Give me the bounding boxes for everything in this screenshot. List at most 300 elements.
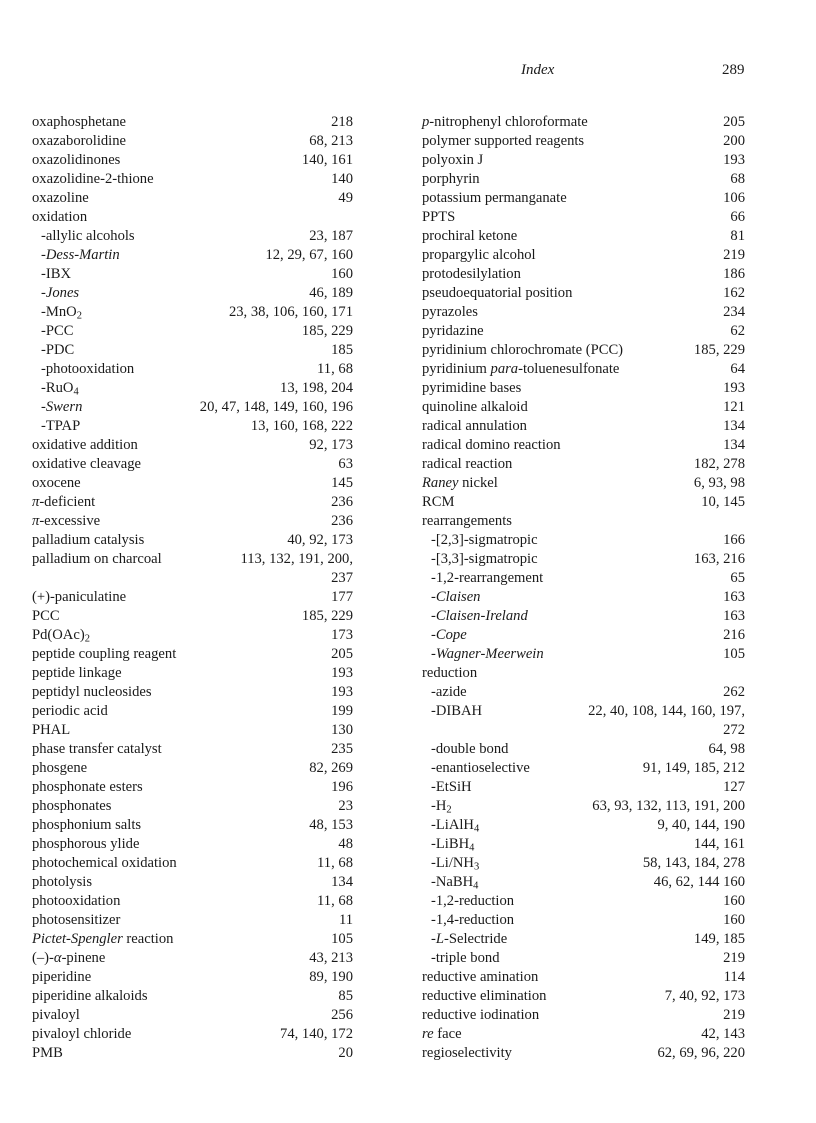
term-segment: - bbox=[431, 646, 436, 662]
index-page-refs: 74, 140, 172 bbox=[280, 1026, 353, 1042]
index-subentry bbox=[422, 854, 745, 873]
index-page-refs: 12, 29, 67, 160 bbox=[265, 247, 353, 263]
index-term bbox=[431, 949, 500, 968]
term-segment: oxaphosphetane bbox=[32, 114, 127, 130]
term-segment: -double bond bbox=[431, 741, 509, 757]
term-segment: -PCC bbox=[41, 323, 74, 339]
index-entry bbox=[32, 474, 353, 493]
index-page-refs: 219 bbox=[723, 247, 745, 263]
term-segment: -[2,3]-sigmatropic bbox=[431, 532, 538, 548]
term-segment: 2 bbox=[84, 633, 90, 645]
term-segment: pyridinium chlorochromate (PCC) bbox=[422, 342, 624, 358]
index-entry bbox=[32, 740, 353, 759]
index-page-refs: 200 bbox=[723, 133, 745, 149]
index-term bbox=[32, 474, 81, 493]
index-term bbox=[422, 1044, 512, 1063]
term-segment: 2 bbox=[446, 804, 452, 816]
index-subentry bbox=[422, 740, 745, 759]
index-page-refs: 46, 189 bbox=[309, 285, 353, 301]
index-subentry bbox=[32, 303, 353, 322]
index-term bbox=[422, 455, 512, 474]
index-term bbox=[422, 227, 517, 246]
index-term bbox=[32, 113, 126, 132]
term-segment: -triple bond bbox=[431, 950, 500, 966]
index-term bbox=[422, 1025, 462, 1044]
page-number: 289 bbox=[722, 62, 745, 78]
index-subentry bbox=[32, 379, 353, 398]
index-term bbox=[32, 493, 95, 512]
term-segment: α bbox=[53, 950, 62, 966]
term-segment: para bbox=[490, 361, 519, 377]
index-entry bbox=[32, 531, 353, 550]
term-segment: PPTS bbox=[422, 209, 456, 225]
index-entry bbox=[422, 322, 745, 341]
index-page-refs: 193 bbox=[331, 684, 353, 700]
index-entry bbox=[422, 1025, 745, 1044]
index-page-refs: 162 bbox=[723, 285, 745, 301]
index-page-refs: 193 bbox=[723, 380, 745, 396]
index-term bbox=[431, 759, 530, 778]
index-term bbox=[41, 341, 74, 360]
term-segment: oxidative addition bbox=[32, 437, 138, 453]
term-segment: reaction bbox=[122, 931, 174, 947]
term-segment: oxidative cleavage bbox=[32, 456, 141, 472]
index-entry bbox=[422, 360, 745, 379]
index-term bbox=[431, 569, 543, 588]
term-segment: re bbox=[422, 1026, 434, 1042]
term-segment: -1,4-reduction bbox=[431, 912, 515, 928]
index-page-refs: 193 bbox=[723, 152, 745, 168]
term-segment: oxazaborolidine bbox=[32, 133, 127, 149]
index-entry bbox=[32, 835, 353, 854]
index-page-refs: 149, 185 bbox=[693, 931, 745, 947]
term-segment: -toluenesulfonate bbox=[518, 361, 620, 377]
index-entry bbox=[32, 721, 353, 740]
index-page-refs: 85 bbox=[338, 988, 353, 1004]
index-term bbox=[431, 740, 508, 759]
term-segment: pyridinium bbox=[422, 361, 491, 377]
term-segment: peptide coupling reagent bbox=[32, 646, 177, 662]
term-segment: π bbox=[32, 494, 40, 510]
term-segment: reductive elimination bbox=[422, 988, 547, 1004]
term-segment: nickel bbox=[458, 475, 498, 491]
index-page-refs: 166 bbox=[723, 532, 745, 548]
index-page-refs: 186 bbox=[723, 266, 745, 282]
index-term bbox=[422, 322, 484, 341]
index-page-refs: 127 bbox=[723, 779, 745, 795]
index-term bbox=[422, 341, 623, 360]
index-page-refs: 196 bbox=[331, 779, 353, 795]
term-segment: photosensitizer bbox=[32, 912, 121, 928]
term-segment: -enantioselective bbox=[431, 760, 530, 776]
index-entry bbox=[422, 455, 745, 474]
term-segment: piperidine alkaloids bbox=[32, 988, 148, 1004]
index-term bbox=[32, 987, 148, 1006]
term-segment: radical annulation bbox=[422, 418, 527, 434]
index-subentry bbox=[422, 816, 745, 835]
index-subentry bbox=[422, 892, 745, 911]
term-segment: oxidation bbox=[32, 209, 88, 225]
index-entry bbox=[32, 189, 353, 208]
term-segment: pyridazine bbox=[422, 323, 484, 339]
index-entry bbox=[32, 778, 353, 797]
term-segment: 4 bbox=[473, 880, 479, 892]
index-term bbox=[431, 930, 507, 949]
index-page-refs: 160 bbox=[723, 912, 745, 928]
index-subentry bbox=[422, 588, 745, 607]
term-segment: -[3,3]-sigmatropic bbox=[431, 551, 538, 567]
index-term bbox=[32, 835, 139, 854]
index-subentry bbox=[422, 626, 745, 645]
term-segment: - bbox=[431, 608, 436, 624]
term-segment: -DIBAH bbox=[431, 703, 483, 719]
index-page-refs: 256 bbox=[331, 1007, 353, 1023]
index-subentry bbox=[422, 797, 745, 816]
index-entry bbox=[32, 683, 353, 702]
index-term bbox=[32, 170, 154, 189]
running-header-title: Index bbox=[521, 62, 555, 78]
term-segment: -azide bbox=[431, 684, 467, 700]
term-segment: peptide linkage bbox=[32, 665, 122, 681]
index-page-refs: 234 bbox=[723, 304, 745, 320]
term-segment: pyrazoles bbox=[422, 304, 478, 320]
term-segment: Pd(OAc) bbox=[32, 627, 85, 643]
index-page-refs: 236 bbox=[331, 494, 353, 510]
index-page-refs: 62, 69, 96, 220 bbox=[657, 1045, 745, 1061]
index-page-refs: 219 bbox=[723, 950, 745, 966]
term-segment: reductive amination bbox=[422, 969, 539, 985]
index-subentry bbox=[32, 284, 353, 303]
index-page-refs: 23, 187 bbox=[309, 228, 353, 244]
index-term bbox=[431, 645, 544, 664]
index-page-refs: 185, 229 bbox=[301, 323, 353, 339]
term-segment: -1,2-rearrangement bbox=[431, 570, 544, 586]
index-page-refs: 130 bbox=[331, 722, 353, 738]
term-segment: prochiral ketone bbox=[422, 228, 518, 244]
index-subentry bbox=[422, 550, 745, 569]
index-entry bbox=[32, 588, 353, 607]
term-segment: photolysis bbox=[32, 874, 93, 890]
index-entry bbox=[32, 949, 353, 968]
term-segment: -photooxidation bbox=[41, 361, 135, 377]
index-page-refs: 216 bbox=[723, 627, 745, 643]
term-segment: - bbox=[431, 931, 436, 947]
term-segment: phosphonates bbox=[32, 798, 112, 814]
index-page-refs: 134 bbox=[723, 418, 745, 434]
index-term bbox=[431, 816, 479, 835]
index-entry bbox=[422, 132, 745, 151]
index-subentry bbox=[32, 322, 353, 341]
index-term bbox=[32, 455, 141, 474]
index-entry bbox=[32, 930, 353, 949]
index-term bbox=[431, 873, 478, 892]
index-term bbox=[32, 626, 90, 645]
index-page-refs: 11, 68 bbox=[317, 361, 353, 377]
index-page-refs: 9, 40, 144, 190 bbox=[657, 817, 745, 833]
index-term bbox=[422, 512, 512, 531]
index-term bbox=[431, 702, 482, 721]
index-page-refs: 145 bbox=[331, 475, 353, 491]
index-entry bbox=[422, 664, 745, 683]
term-segment: (–)- bbox=[32, 950, 54, 966]
term-segment: PCC bbox=[32, 608, 60, 624]
index-term bbox=[431, 683, 467, 702]
term-segment: -NaBH bbox=[431, 874, 474, 890]
term-segment: piperidine bbox=[32, 969, 92, 985]
index-page-refs: 106 bbox=[723, 190, 745, 206]
index-page-refs: 91, 149, 185, 212 bbox=[642, 760, 745, 776]
index-page-refs: 140 bbox=[331, 171, 353, 187]
term-segment: quinoline alkaloid bbox=[422, 399, 528, 415]
index-term bbox=[32, 949, 105, 968]
term-segment: L bbox=[435, 931, 444, 947]
index-entry bbox=[32, 702, 353, 721]
index-term bbox=[431, 531, 538, 550]
term-segment: PMB bbox=[32, 1045, 63, 1061]
index-term bbox=[41, 284, 79, 303]
term-segment: -LiBH bbox=[431, 836, 470, 852]
index-entry bbox=[32, 854, 353, 873]
index-page-refs: 6, 93, 98 bbox=[693, 475, 745, 491]
index-term bbox=[422, 968, 538, 987]
term-segment: (+)-paniculatine bbox=[32, 589, 127, 605]
index-term bbox=[32, 968, 91, 987]
index-entry bbox=[422, 1006, 745, 1025]
index-term bbox=[32, 189, 89, 208]
index-entry bbox=[32, 664, 353, 683]
term-segment: phosphonium salts bbox=[32, 817, 142, 833]
index-term bbox=[422, 417, 527, 436]
index-entry bbox=[32, 455, 353, 474]
index-entry bbox=[32, 569, 353, 588]
term-segment: Claisen-Ireland bbox=[435, 608, 528, 624]
index-subentry bbox=[422, 949, 745, 968]
index-page-refs: 40, 92, 173 bbox=[287, 532, 353, 548]
term-segment: rearrangements bbox=[422, 513, 512, 529]
index-page-refs: 205 bbox=[331, 646, 353, 662]
index-column-left bbox=[32, 113, 353, 1063]
index-entry bbox=[422, 379, 745, 398]
index-page-refs: 185, 229 bbox=[693, 342, 745, 358]
term-segment: - bbox=[431, 627, 436, 643]
index-term bbox=[422, 113, 588, 132]
index-page-refs: 23, 38, 106, 160, 171 bbox=[228, 304, 353, 320]
index-term bbox=[41, 303, 82, 322]
index-page-refs: 205 bbox=[723, 114, 745, 130]
index-entry bbox=[422, 284, 745, 303]
index-term bbox=[41, 322, 73, 341]
term-segment: polyoxin J bbox=[422, 152, 484, 168]
index-entry bbox=[32, 607, 353, 626]
term-segment: p bbox=[422, 114, 430, 130]
index-term bbox=[32, 778, 143, 797]
term-segment: π bbox=[32, 513, 40, 529]
index-term bbox=[431, 550, 538, 569]
index-term bbox=[32, 1006, 80, 1025]
index-term bbox=[41, 227, 135, 246]
index-subentry bbox=[422, 911, 745, 930]
index-page-refs: 65 bbox=[730, 570, 745, 586]
index-term bbox=[32, 664, 122, 683]
index-page-refs: 81 bbox=[730, 228, 745, 244]
index-term bbox=[32, 645, 176, 664]
index-entry bbox=[32, 816, 353, 835]
index-page-refs: 193 bbox=[331, 665, 353, 681]
term-segment: RCM bbox=[422, 494, 455, 510]
index-page-refs: 219 bbox=[723, 1007, 745, 1023]
index-page-refs: 13, 198, 204 bbox=[280, 380, 353, 396]
index-page-refs: 23 bbox=[338, 798, 353, 814]
term-segment: phosphonate esters bbox=[32, 779, 143, 795]
index-page-refs: 82, 269 bbox=[309, 760, 353, 776]
index-page-refs: 140, 161 bbox=[301, 152, 353, 168]
index-term bbox=[422, 246, 536, 265]
term-segment: - bbox=[41, 399, 46, 415]
term-segment: -allylic alcohols bbox=[41, 228, 135, 244]
term-segment: Cope bbox=[435, 627, 467, 643]
index-page-refs: 134 bbox=[331, 874, 353, 890]
index-term bbox=[422, 1006, 539, 1025]
index-term bbox=[431, 626, 467, 645]
index-page-refs: 185 bbox=[331, 342, 353, 358]
index-term bbox=[41, 360, 134, 379]
index-term bbox=[32, 892, 120, 911]
index-page-refs: 64, 98 bbox=[708, 741, 745, 757]
index-page-refs: 121 bbox=[723, 399, 745, 415]
index-entry bbox=[422, 436, 745, 455]
index-page-refs: 43, 213 bbox=[309, 950, 353, 966]
term-segment: -deficient bbox=[39, 494, 96, 510]
index-entry bbox=[32, 1025, 353, 1044]
index-term bbox=[431, 835, 474, 854]
index-page-refs: 92, 173 bbox=[309, 437, 353, 453]
index-term bbox=[422, 664, 477, 683]
index-term bbox=[422, 284, 572, 303]
term-segment: -excessive bbox=[39, 513, 101, 529]
index-entry bbox=[422, 1044, 745, 1063]
index-term bbox=[41, 246, 120, 265]
index-subentry bbox=[32, 360, 353, 379]
term-segment: - bbox=[431, 589, 436, 605]
index-entry bbox=[32, 987, 353, 1006]
index-page-refs: 160 bbox=[331, 266, 353, 282]
index-page-refs: 42, 143 bbox=[701, 1026, 745, 1042]
index-subentry bbox=[422, 873, 745, 892]
term-segment: protodesilylation bbox=[422, 266, 521, 282]
index-page-refs: 218 bbox=[331, 114, 353, 130]
term-segment: radical reaction bbox=[422, 456, 513, 472]
index-term bbox=[32, 702, 108, 721]
term-segment: PHAL bbox=[32, 722, 71, 738]
term-segment: porphyrin bbox=[422, 171, 480, 187]
index-term bbox=[422, 493, 454, 512]
term-segment: 3 bbox=[473, 861, 480, 873]
index-term bbox=[41, 265, 71, 284]
term-segment: -PDC bbox=[41, 342, 75, 358]
term-segment: -Selectride bbox=[444, 931, 508, 947]
term-segment: photooxidation bbox=[32, 893, 121, 909]
term-segment: pivaloyl bbox=[32, 1007, 80, 1023]
index-page-refs: 199 bbox=[331, 703, 353, 719]
index-entry bbox=[32, 911, 353, 930]
term-segment: -TPAP bbox=[41, 418, 81, 434]
term-segment: Raney bbox=[422, 475, 459, 491]
index-subentry bbox=[32, 246, 353, 265]
index-subentry bbox=[32, 265, 353, 284]
index-page-refs: 49 bbox=[338, 190, 353, 206]
term-segment: -MnO bbox=[41, 304, 77, 320]
index-page-refs: 64 bbox=[730, 361, 745, 377]
term-segment: -EtSiH bbox=[431, 779, 472, 795]
index-page-refs: 11, 68 bbox=[317, 855, 353, 871]
index-entry bbox=[422, 189, 745, 208]
index-entry bbox=[422, 474, 745, 493]
index-subentry bbox=[422, 721, 745, 740]
term-segment: phosgene bbox=[32, 760, 88, 776]
index-term bbox=[32, 930, 173, 949]
index-page-refs: 58, 143, 184, 278 bbox=[642, 855, 745, 871]
index-page-refs: 20 bbox=[338, 1045, 353, 1061]
index-page-refs: 48, 153 bbox=[309, 817, 353, 833]
index-entry bbox=[32, 759, 353, 778]
index-page-refs: 22, 40, 108, 144, 160, 197, bbox=[588, 703, 745, 719]
index-term bbox=[422, 303, 478, 322]
index-term bbox=[32, 740, 162, 759]
index-page-refs: 173 bbox=[331, 627, 353, 643]
index-subentry bbox=[422, 930, 745, 949]
index-entry bbox=[422, 227, 745, 246]
index-entry bbox=[422, 493, 745, 512]
term-segment: Wagner-Meerwein bbox=[435, 646, 544, 662]
index-page-refs: 182, 278 bbox=[693, 456, 745, 472]
index-subentry bbox=[32, 417, 353, 436]
index-page-refs: 63, 93, 132, 113, 191, 200 bbox=[592, 798, 745, 814]
index-subentry bbox=[422, 835, 745, 854]
index-subentry bbox=[422, 569, 745, 588]
index-entry bbox=[32, 1006, 353, 1025]
index-page-refs: 113, 132, 191, 200, bbox=[240, 551, 353, 567]
index-page-refs: 68 bbox=[730, 171, 745, 187]
term-segment: oxazolidine-2-thione bbox=[32, 171, 154, 187]
index-page-refs: 134 bbox=[723, 437, 745, 453]
index-page-refs: 185, 229 bbox=[301, 608, 353, 624]
index-page-refs: 105 bbox=[331, 931, 353, 947]
term-segment: regioselectivity bbox=[422, 1045, 512, 1061]
term-segment: oxazoline bbox=[32, 190, 89, 206]
index-entry bbox=[422, 341, 745, 360]
term-segment: reduction bbox=[422, 665, 478, 681]
index-page-refs: 20, 47, 148, 149, 160, 196 bbox=[199, 399, 353, 415]
index-subentry bbox=[422, 759, 745, 778]
index-page-refs: 63 bbox=[338, 456, 353, 472]
index-page-refs: 105 bbox=[723, 646, 745, 662]
index-term bbox=[422, 265, 521, 284]
index-page-refs: 235 bbox=[331, 741, 353, 757]
index-term bbox=[32, 721, 70, 740]
index-entry bbox=[32, 208, 353, 227]
index-term bbox=[32, 208, 87, 227]
term-segment: pivaloyl chloride bbox=[32, 1026, 132, 1042]
index-term bbox=[431, 607, 528, 626]
index-page-refs: 144, 161 bbox=[693, 836, 745, 852]
index-entry bbox=[32, 170, 353, 189]
index-page-refs: 68, 213 bbox=[309, 133, 353, 149]
index-subentry bbox=[422, 683, 745, 702]
index-term bbox=[422, 170, 480, 189]
index-term bbox=[32, 873, 92, 892]
index-entry bbox=[422, 265, 745, 284]
term-segment: photochemical oxidation bbox=[32, 855, 177, 871]
